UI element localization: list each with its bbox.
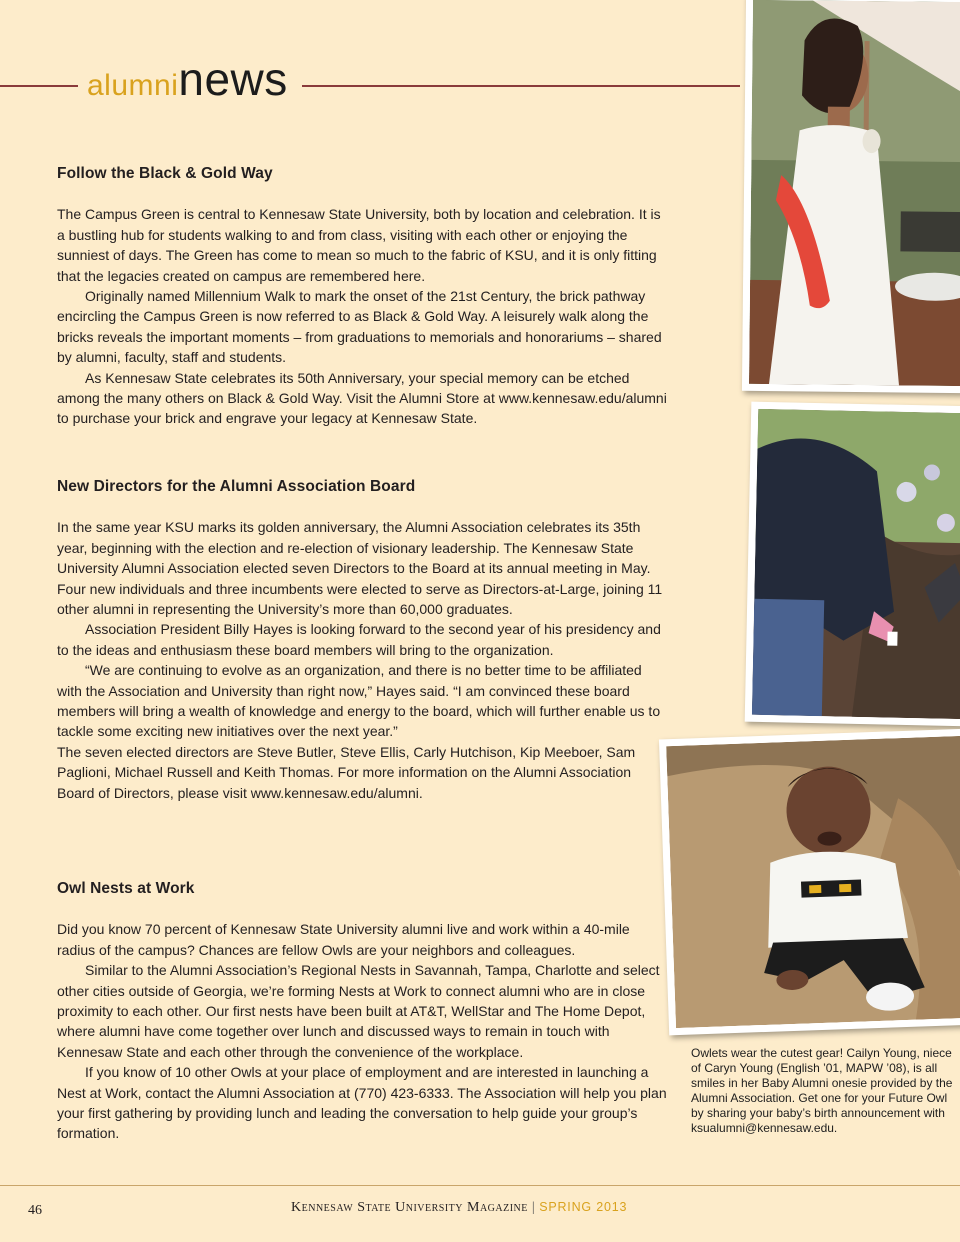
photo-garden-planting-image: [752, 409, 960, 719]
footer-rule: [0, 1185, 960, 1186]
paragraph: Association President Billy Hayes is looking forward to the second year of his presidency and to the ideas and enthusiasm these board members will bring to the organization.: [57, 621, 661, 658]
baby-illustration: [666, 736, 960, 1028]
section-masthead: [87, 53, 288, 105]
issue-season: SPRING 2013: [539, 1200, 628, 1214]
masthead-rule-left: [0, 85, 78, 87]
woman-event-illustration: [749, 0, 960, 386]
photo-baby-onesie: [659, 729, 960, 1036]
photo-garden-planting: [745, 402, 960, 727]
paragraph: The seven elected directors are Steve Butler, Steve Ellis, Carly Hutchison, Kip Meeboer, Sam Paglioni, Michael Russell and Keith Thomas. For more information on the Alumni Association Board of Directors, please visit www.kennesaw.edu/alumni.: [57, 743, 636, 801]
footer-publication-line: [291, 1200, 627, 1216]
paragraph: “We are continuing to evolve as an organization, and there is no better time to be affiliated with the Association and University than right now,” Hayes said. “I am convinced these board members will bring a wealth of knowledge and energy to the board, which will further enable us to tackle some exciting new initiatives over the next year.”: [57, 662, 661, 740]
photo-caption: Owlets wear the cutest gear! Cailyn Young, niece of Caryn Young (English ’01, MAPW ’08), is all smiles in her Baby Alumni onesie provided by the Alumni Association. Get one for your Future Owl by sharing your baby’s birth announcement with ksualumni@kennesaw.edu.: [691, 1046, 953, 1135]
paragraph: Did you know 70 percent of Kennesaw State University alumni live and work within a 40-mile radius of the campus? Chances are fellow Owls are your neighbors and colleagues.: [57, 921, 630, 958]
paragraph: Similar to the Alumni Association’s Regional Nests in Savannah, Tampa, Charlotte and select other cities outside of Georgia, we’re forming Nests at Work to connect alumni who are in close proximity to each other. Our first nests have been built at AT&T, WellStar and The Home Depot, where alumni have come together over lunch and discussed ways to remain in touch with Kennesaw State and each other through the convenience of the workplace.: [57, 962, 660, 1060]
section-heading: New Directors for the Alumni Association Board: [57, 478, 416, 495]
article-owl-nests: [57, 879, 667, 1144]
masthead-prefix: alumni: [87, 69, 179, 102]
paragraph: In the same year KSU marks its golden anniversary, the Alumni Association celebrates its 35th year, beginning with the election and re-election of visionary leadership. The Kennesaw State University Alumni Association elected seven Directors to the Board at its annual meeting in May. Four new individuals and three incumbents were elected to serve as Directors-at-Large, joining 11 other alumni in representing the University’s more than 60,000 graduates.: [57, 519, 663, 618]
photo-baby-onesie-image: [666, 736, 960, 1028]
photo-woman-outdoor-event-image: [749, 0, 960, 386]
masthead-rule-right: [302, 85, 740, 87]
masthead-title: news: [178, 53, 288, 105]
section-heading: Follow the Black & Gold Way: [57, 165, 273, 182]
photo-woman-outdoor-event: [742, 0, 960, 393]
paragraph: The Campus Green is central to Kennesaw State University, both by location and celebration. It is a bustling hub for students walking to and from class, visiting with each other or enjoying the sunniest of days. The Green has come to mean so much to the fabric of KSU, and it is only fitting that the legacies created on campus are remembered here.: [57, 206, 661, 284]
article-new-directors: [57, 477, 667, 803]
paragraph: As Kennesaw State celebrates its 50th Anniversary, your special memory can be etched among the many others on Black & Gold Way. Visit the Alumni Store at www.kennesaw.edu/alumni to purchase your brick and engrave your legacy at Kennesaw State.: [57, 369, 667, 427]
section-heading: Owl Nests at Work: [57, 880, 195, 897]
article-black-gold-way: [57, 164, 667, 429]
paragraph: Originally named Millennium Walk to mark the onset of the 21st Century, the brick pathway encircling the Campus Green is now referred to as Black & Gold Way. A leisurely walk along the bricks reveals the important moments – from graduations to memorials and honorariums – shared by alumni, faculty, staff and students.: [57, 288, 662, 366]
garden-illustration: [752, 409, 960, 719]
paragraph: If you know of 10 other Owls at your place of employment and are interested in launching a Nest at Work, contact the Alumni Association at (770) 423-6333. The Association will help you plan your first gathering by providing lunch and leading the conversation to help guide your group’s formation.: [57, 1064, 667, 1142]
publication-name: Kennesaw State University Magazine: [291, 1200, 528, 1215]
footer-separator: |: [531, 1200, 536, 1215]
page-number: 46: [28, 1203, 42, 1218]
